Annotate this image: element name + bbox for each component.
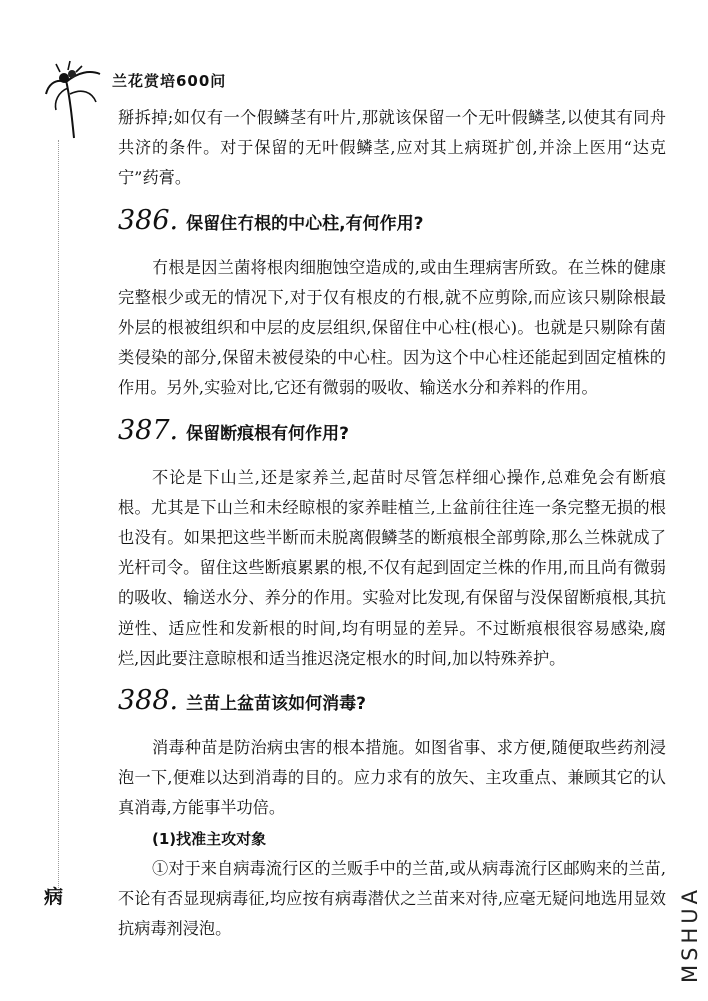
intro-paragraph: 掰拆掉;如仅有一个假鳞茎有叶片,那就该保留一个无叶假鳞茎,以使其有同舟共济的条件。对于保留的无叶假鳞茎,应对其上病斑扩创,并涂上医用“达克宁”药膏。 — [118, 108, 666, 188]
answer-388-paragraph: 消毒种苗是防治病虫害的根本措施。如图省事、求方便,随便取些药剂浸泡一下,便难以达到消毒的目的。应力求有的放矢、主攻重点、兼顾其它的认真消毒,方能事半功倍。 — [118, 738, 666, 818]
question-number: 387. — [118, 414, 179, 446]
question-title: 兰苗上盆苗该如何消毒? — [186, 694, 366, 715]
question-388-heading — [118, 684, 666, 721]
question-title: 保留断痕根有何作用? — [186, 423, 349, 444]
subheading-text: (1)找准主攻对象 — [152, 829, 267, 848]
margin-side-char: 病 — [44, 886, 64, 908]
answer-388-paragraph-2: ①对于来自病毒流行区的兰贩手中的兰苗,或从病毒流行区邮购来的兰苗,不论有否显现病毒征,均应按有病毒潜伏之兰苗来对待,应毫无疑问地选用显效抗病毒剂浸泡。 — [118, 858, 666, 939]
watermark: MSHUA — [678, 886, 702, 983]
margin-dotted-line — [58, 140, 59, 900]
question-number: 386. — [118, 204, 179, 236]
answer-386-paragraph: 冇根是因兰菌将根肉细胞蚀空造成的,或由生理病害所致。在兰株的健康完整根少或无的情况下,对于仅有根皮的冇根,就不应剪除,而应该只剔除根最外层的根被组织和中层的皮层组织,保留住中心柱(根心)。也就是只剔除有菌类侵染的部分,保留未被侵染的中心柱。因为这个中心柱还能起到固定植株的作用。另外,实验对比,它还有微弱的吸收、输送水分和养料的作用。 — [118, 257, 666, 398]
running-header: 兰花赏培600问 — [112, 72, 227, 90]
question-387-heading — [118, 414, 666, 451]
question-title: 保留住冇根的中心柱,有何作用? — [186, 213, 424, 234]
orchid-logo-icon — [44, 58, 102, 140]
page-content — [118, 103, 666, 944]
question-386-heading — [118, 204, 666, 241]
question-number: 388. — [118, 685, 179, 717]
answer-387-paragraph: 不论是下山兰,还是家养兰,起苗时尽管怎样细心操作,总难免会有断痕根。尤其是下山兰和未经晾根的家养畦植兰,上盆前往往连一条完整无损的根也没有。如果把这些半断而未脱离假鳞茎的断痕根全部剪除,那么兰株就成了光杆司令。留住这些断痕累累的根,不仅有起到固定兰株的作用,而且尚有微弱的吸收、输送水分、养分的作用。实验对比发现,有保留与没保留断痕根,其抗逆性、适应性和发新根的时间,均有明显的差异。不过断痕根很容易感染,腐烂,因此要注意晾根和适当推迟浇定根水的时间,加以特殊养护。 — [118, 467, 666, 668]
subheading-388-1 — [118, 824, 666, 854]
